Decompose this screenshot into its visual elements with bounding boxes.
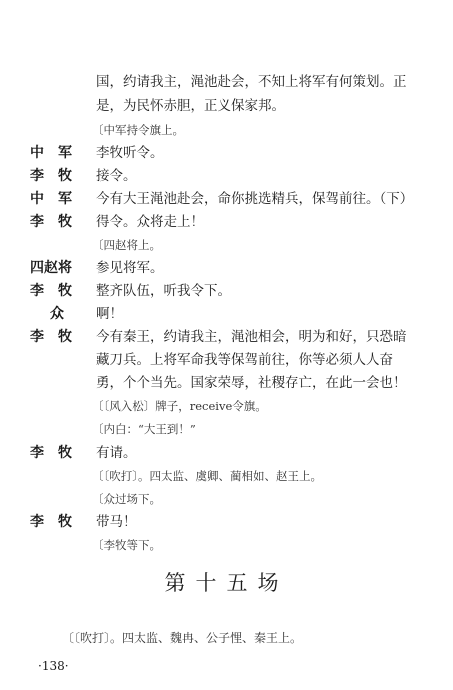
dialogue-line-continuation [0, 70, 453, 94]
stage-direction-text: 〔〔风入松〕牌子，receive令旗。 [92, 399, 267, 413]
stage-direction-text: 〔众过场下。 [92, 492, 161, 506]
speaker-name: 众 [50, 306, 64, 322]
dialogue-line [0, 441, 453, 465]
dialogue-line [0, 510, 453, 534]
speaker-name: 李 牧 [30, 283, 72, 299]
page-number: ·138· [38, 659, 69, 673]
dialogue-text: 参见将军。 [96, 260, 164, 276]
stage-direction [0, 464, 453, 488]
dialogue-text: 接令。 [96, 168, 137, 184]
dialogue-text: 带马！ [96, 514, 137, 530]
dialogue-line [0, 210, 453, 234]
dialogue-text: 有请。 [96, 445, 137, 461]
speaker-name: 四赵将 [30, 260, 72, 276]
dialogue-text: 今有秦王，约请我主，渑池相会，明为和好，只恐暗 [96, 329, 407, 345]
dialogue-line [0, 141, 453, 165]
dialogue-text: 今有大王渑池赴会，命你挑选精兵，保驾前往。（下） [96, 191, 414, 207]
stage-direction [0, 487, 453, 511]
stage-direction-text: 〔四赵将上。 [92, 238, 161, 252]
speaker-name: 李 牧 [30, 514, 72, 530]
stage-direction [0, 233, 453, 257]
dialogue-text: 李牧听令。 [96, 145, 164, 161]
dialogue-line [0, 279, 453, 303]
dialogue-line-continuation [0, 348, 453, 372]
speaker-name: 李 牧 [30, 214, 72, 230]
dialogue-line [0, 302, 453, 326]
dialogue-line [0, 187, 453, 211]
speaker-name: 李 牧 [30, 329, 72, 345]
stage-direction [0, 417, 453, 441]
dialogue-text: 藏刀兵。上将军命我等保驾前往，你等必须人人奋 [96, 352, 393, 368]
speaker-name: 中 军 [30, 191, 72, 207]
dialogue-text: 得令。众将走上！ [96, 214, 204, 230]
dialogue-line [0, 256, 453, 280]
dialogue-line [0, 325, 453, 349]
stage-direction [0, 533, 453, 557]
scene-title: 第十五场 [164, 571, 289, 595]
stage-direction-text: 〔内白：“大王到！” [92, 422, 196, 436]
stage-direction-text: 〔李牧等下。 [92, 538, 161, 552]
dialogue-text: 啊！ [96, 306, 123, 322]
stage-direction [0, 118, 453, 142]
dialogue-text: 勇，个个当先。国家荣辱，社稷存亡，在此一会也！ [96, 375, 407, 391]
dialogue-text: 是，为民怀赤胆，正义保家邦。 [96, 98, 285, 114]
dialogue-text: 国，约请我主，渑池赴会，不知上将军有何策划。正 [96, 74, 407, 90]
dialogue-line-continuation [0, 94, 453, 118]
stage-direction-text: 〔中军持令旗上。 [92, 123, 184, 137]
dialogue-line-continuation [0, 371, 453, 395]
dialogue-line [0, 164, 453, 188]
scene-stage-direction: 〔〔吹打〕。四太监、魏冉、公子悝、秦王上。 [62, 631, 303, 645]
speaker-name: 李 牧 [30, 445, 72, 461]
speaker-name: 李 牧 [30, 168, 72, 184]
stage-direction-text: 〔〔吹打〕。四太监、虞卿、蔺相如、赵王上。 [92, 469, 322, 483]
speaker-name: 中 军 [30, 145, 72, 161]
stage-direction [0, 394, 453, 418]
dialogue-text: 整齐队伍，听我令下。 [96, 283, 231, 299]
